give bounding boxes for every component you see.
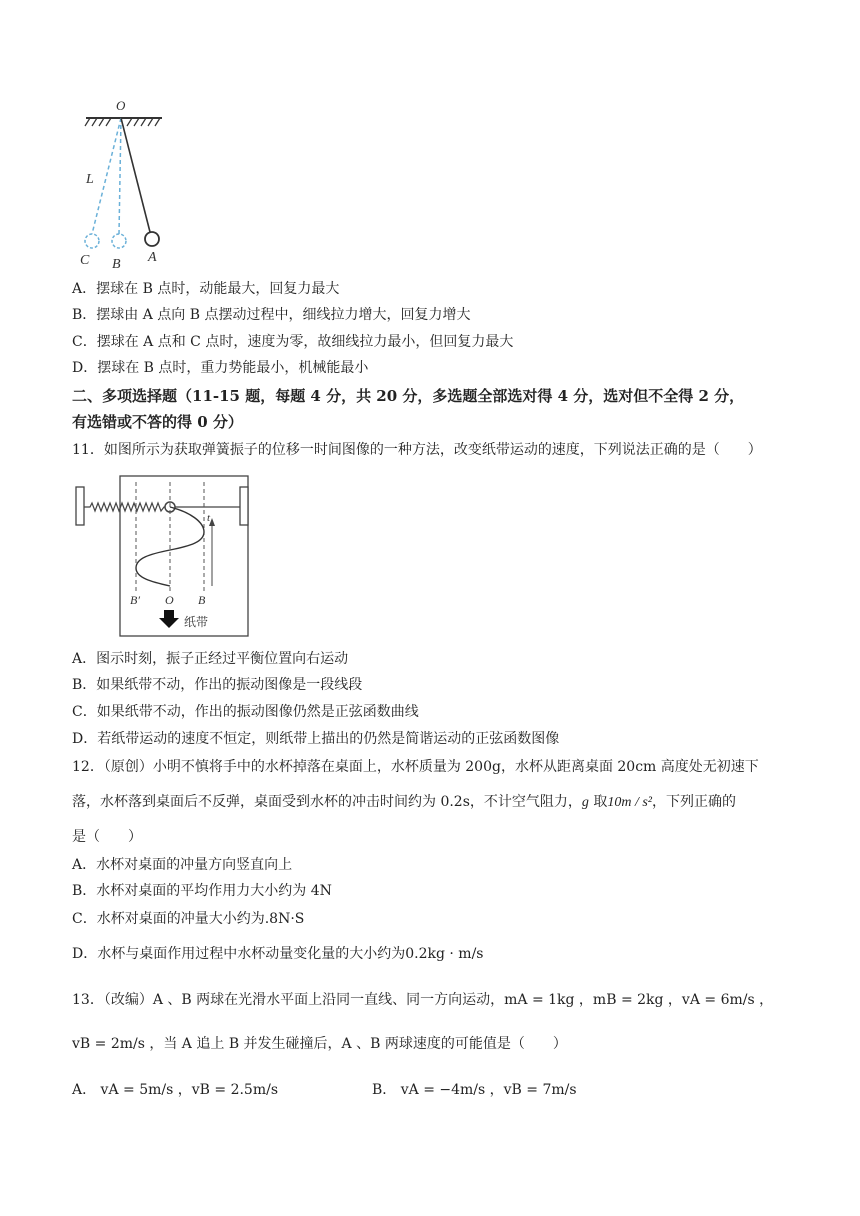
label-B: B: [198, 593, 206, 607]
q11-option-d: D．若纸带运动的速度不恒定，则纸带上描出的仍然是简谐运动的正弦函数图像: [72, 731, 560, 747]
q12-line3: 是（ ）: [72, 829, 142, 845]
label-B: B: [112, 257, 121, 271]
label-C: C: [80, 253, 90, 268]
q12-option-b: B．水杯对桌面的平均作用力大小约为 4N: [72, 883, 332, 899]
q12-option-d: D．水杯与桌面作用过程中水杯动量变化量的大小约为0.2kg · m/s: [72, 946, 484, 962]
down-arrow-icon: [159, 610, 179, 628]
q10-option-d: D．摆球在 B 点时，重力势能最小，机械能最小: [72, 360, 369, 376]
label-O: O: [165, 593, 174, 607]
label-B-prime: B′: [130, 593, 140, 607]
q13-option-a: A． vA = 5m/s ，vB = 2.5m/s: [72, 1082, 279, 1098]
section-heading-line1: 二、多项选择题（11-15 题，每题 4 分，共 20 分，多选题全部选对得 4 分，选对但不全得 2 分，: [72, 387, 745, 405]
q12-option-c: C．水杯对桌面的冲量大小约为.8N·S: [72, 911, 305, 927]
q12-line2: 落，水杯落到桌面后不反弹，桌面受到水杯的冲击时间约为 0.2s，不计空气阻力，g 取10m / s²，下列正确的: [72, 794, 737, 810]
section-heading-line2: 有选错或不答的得 0 分）: [72, 413, 243, 431]
label-O: O: [116, 98, 126, 113]
label-A: A: [148, 250, 157, 265]
q11-option-b: B．如果纸带不动，作出的振动图像是一段线段: [72, 677, 363, 693]
q13-option-b: B． vA = −4m/s ，vB = 7m/s: [372, 1082, 577, 1098]
q13-line1: 13．（改编）A 、B 两球在光滑水平面上沿同一直线、同一方向运动，mA = 1kg ，mB = 2kg ，vA = 6m/s ，: [72, 992, 774, 1008]
label-L: L: [86, 172, 94, 187]
q13-line2: vB = 2m/s ，当 A 追上 B 并发生碰撞后，A 、B 两球速度的可能值是（ ）: [72, 1036, 567, 1052]
q12-line1: 12．（原创）小明不慎将手中的水杯掉落在桌面上，水杯质量为 200g，水杯从距离桌面 20cm 高度处无初速下: [72, 759, 759, 775]
q10-option-c: C．摆球在 A 点和 C 点时，速度为零，故细线拉力最小，但回复力最大: [72, 334, 514, 350]
spring-tape-figure: [72, 474, 252, 640]
q10-option-b: B．摆球由 A 点向 B 点摆动过程中，细线拉力增大，回复力增大: [72, 307, 471, 323]
q10-option-a: A．摆球在 B 点时，动能最大，回复力最大: [72, 281, 340, 297]
q12-option-a: A．水杯对桌面的冲量方向竖直向上: [72, 857, 293, 873]
pendulum-figure: [80, 96, 180, 271]
q11-option-c: C．如果纸带不动，作出的振动图像仍然是正弦函数曲线: [72, 704, 419, 720]
q11-option-a: A．图示时刻，振子正经过平衡位置向右运动: [72, 651, 349, 667]
q11-stem: 11．如图所示为获取弹簧振子的位移一时间图像的一种方法，改变纸带运动的速度，下列说法正确的是（ ）: [72, 442, 762, 458]
label-t: t: [207, 512, 211, 524]
tape-label: 纸带: [184, 615, 209, 629]
